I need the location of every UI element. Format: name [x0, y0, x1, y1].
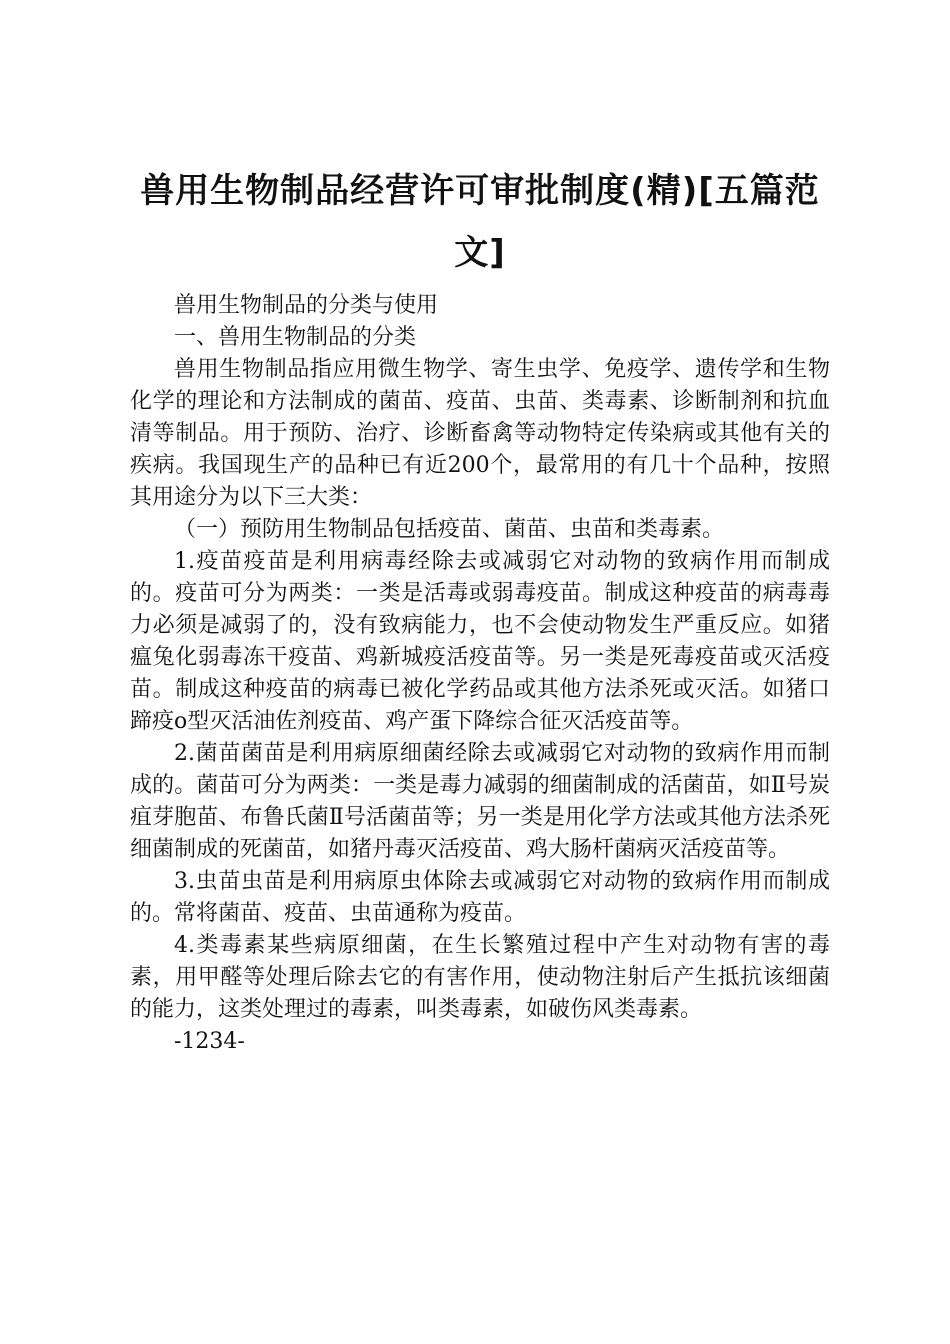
- subsection-heading: 一、兽用生物制品的分类: [174, 325, 417, 350]
- paragraph-prevention-category: （一）预防用生物制品包括疫苗、菌苗、虫苗和类毒素。: [174, 517, 725, 542]
- paragraph-bacterin: 2.菌苗菌苗是利用病原细菌经除去或减弱它对动物的致病作用而制成的。菌苗可分为两类：一类是毒力减弱的细菌制成的活菌苗，如Ⅱ号炭疽芽胞苗、布鲁氏菌Ⅱ号活菌苗等；另一类是用化学方法或其他方法杀死细菌制成的死菌苗，如猪丹毒灭活疫苗、鸡大肠杆菌病灭活疫苗等。: [130, 741, 830, 862]
- paragraph-toxoid: 4.类毒素某些病原细菌，在生长繁殖过程中产生对动物有害的毒素，用甲醛等处理后除去它的有害作用，使动物注射后产生抵抗该细菌的能力，这类处理过的毒素，叫类毒素，如破伤风类毒素。: [130, 933, 830, 1022]
- paragraph-definition: 兽用生物制品指应用微生物学、寄生虫学、免疫学、遗传学和生物化学的理论和方法制成的菌苗、疫苗、虫苗、类毒素、诊断制剂和抗血清等制品。用于预防、治疗、诊断畜禽等动物特定传染病或其他有关的疾病。我国现生产的品种已有近200个，最常用的有几十个品种，按照其用途分为以下三大类：: [130, 357, 830, 510]
- section-heading: 兽用生物制品的分类与使用: [174, 293, 439, 318]
- document-page: [130, 160, 830, 1058]
- paragraph-vaccine: 1.疫苗疫苗是利用病毒经除去或减弱它对动物的致病作用而制成的。疫苗可分为两类：一类是活毒或弱毒疫苗。制成这种疫苗的病毒毒力必须是减弱了的，没有致病能力，也不会使动物发生严重反应。如猪瘟兔化弱毒冻干疫苗、鸡新城疫活疫苗等。另一类是死毒疫苗或灭活疫苗。制成这种疫苗的病毒已被化学药品或其他方法杀死或灭活。如猪口蹄疫o型灭活油佐剂疫苗、鸡产蛋下降综合征灭活疫苗等。: [130, 549, 830, 734]
- document-title: 兽用生物制品经营许可审批制度(精)[五篇范文]: [140, 171, 820, 273]
- document-body: [130, 290, 830, 1058]
- paragraph-parasite-vaccine: 3.虫苗虫苗是利用病原虫体除去或减弱它对动物的致病作用而制成的。常将菌苗、疫苗、虫苗通称为疫苗。: [130, 869, 830, 926]
- page-number: -1234-: [174, 1029, 245, 1054]
